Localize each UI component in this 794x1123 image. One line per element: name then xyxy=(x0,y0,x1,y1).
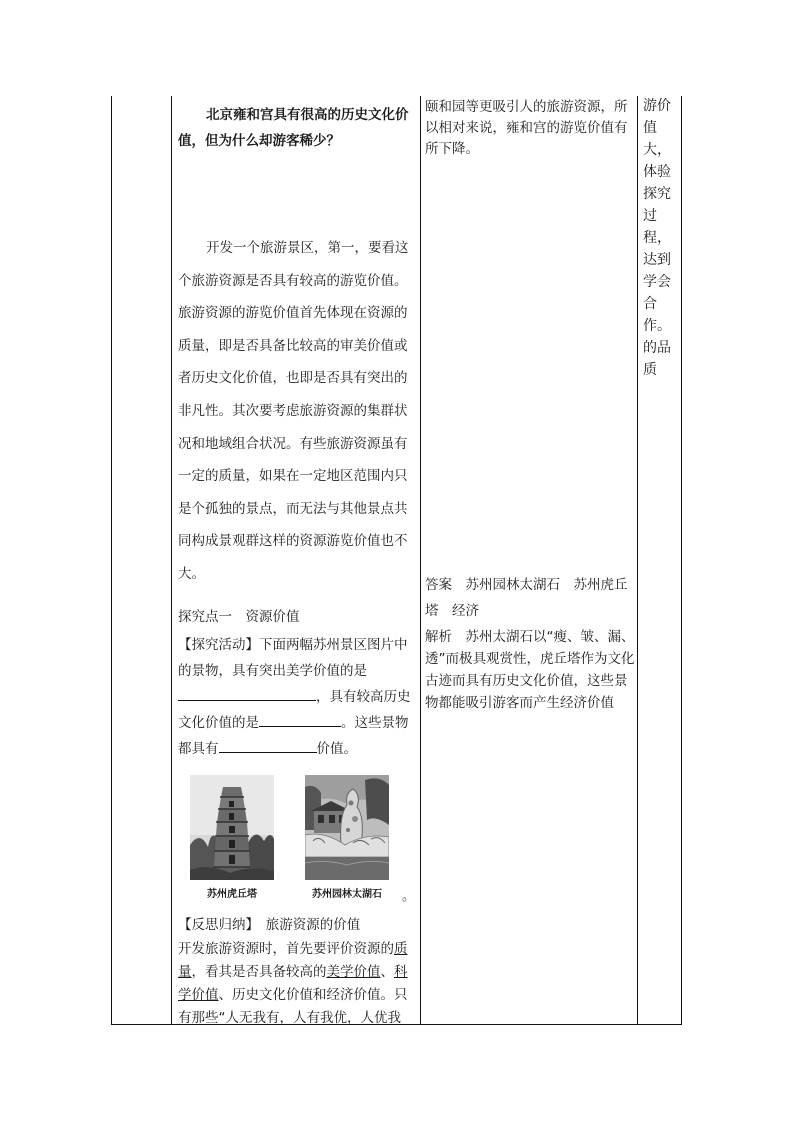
column4-text: 游价值大，体验探究过程，达到学会合作。的品质 xyxy=(643,98,671,378)
question-title: 北京雍和宫具有很高的历史文化价值，但为什么却游客稀少？ xyxy=(178,107,409,149)
blank-historical-value[interactable] xyxy=(259,712,341,727)
summary-underline-quality: 质量 xyxy=(178,941,408,980)
analysis-label: 解析 xyxy=(425,629,452,645)
column3-top-text: 颐和园等更吸引人的旅游资源，所以相对来说，雍和宫的游览价值有所下降。 xyxy=(425,99,628,157)
reflect-title: 旅游资源的价值 xyxy=(265,917,361,933)
section-heading: 探究点一 资源价值 xyxy=(178,609,300,625)
garden-rock-image xyxy=(305,775,389,880)
pagoda-image xyxy=(190,775,274,880)
trailing-period: 。 xyxy=(402,889,416,904)
reflect-heading xyxy=(178,913,418,937)
blank-value-type[interactable] xyxy=(219,738,317,753)
activity-text-2: ，具有较高历史文化价值的是 xyxy=(178,689,411,731)
answer-label: 答案 xyxy=(425,577,452,593)
photo-caption-pagoda: 苏州虎丘塔 xyxy=(207,889,257,900)
analysis-block xyxy=(425,626,635,714)
summary-text-2: ，看其是否具备较高的 xyxy=(191,964,327,980)
photo-taihu-rock xyxy=(305,775,389,900)
activity-block xyxy=(178,632,418,762)
activity-label: 【探究活动】 xyxy=(178,637,259,653)
summary-text-3: 、 xyxy=(380,964,394,980)
table-divider-2 xyxy=(420,96,421,1025)
reflect-label: 【反思归纳】 xyxy=(178,917,253,933)
blank-aesthetic-value[interactable] xyxy=(178,686,316,701)
summary-text-4: 、历史文化价值和经济价值。只有那些“人无我有，人有我优，人优我 xyxy=(178,987,408,1026)
table-divider-3 xyxy=(637,96,638,1025)
photo-huqiu-pagoda xyxy=(190,775,274,900)
table-border-right xyxy=(681,96,682,1025)
photo-caption-rock: 苏州园林太湖石 xyxy=(312,889,382,900)
table-divider-1 xyxy=(171,96,172,1025)
answer-text: 苏州园林太湖石 苏州虎丘塔 经济 xyxy=(425,577,628,619)
table-border-left xyxy=(111,96,112,1025)
summary-text-1: 开发旅游资源时，首先要评价资源的 xyxy=(178,941,394,957)
summary-underline-science: 科学价值 xyxy=(178,964,408,1003)
summary-underline-aesthetic: 美学价值 xyxy=(326,964,381,980)
summary-paragraph xyxy=(178,938,418,1030)
activity-text-4: 价值。 xyxy=(316,741,357,757)
answer-block xyxy=(425,572,635,624)
activity-text-1: 下面两幅苏州景区图片中的景物，具有突出美学价值的是 xyxy=(178,637,408,679)
analysis-text: 苏州太湖石以“瘦、皱、漏、透”而极具观赏性，虎丘塔作为文化古迹而具有历史文化价值，这些景物都能吸引游客而产生经济价值 xyxy=(425,629,635,711)
explanation-paragraph: 开发一个旅游景区，第一，要看这个旅游资源是否具有较高的游览价值。旅游资源的游览价值首先体现在资源的质量，即是否具备比较高的审美价值或者历史文化价值，也即是否具有突出的非凡性。其次要考虑旅游资源的集群状况和地域组合状况。有些旅游资源虽有一定的质量，如果在一定地区范围内只是个孤独的景点，而无法与其他景点共同构成景观群这样的资源游览价值也不大。 xyxy=(178,240,409,582)
activity-text-3: 。这些景物都具有 xyxy=(178,715,409,757)
